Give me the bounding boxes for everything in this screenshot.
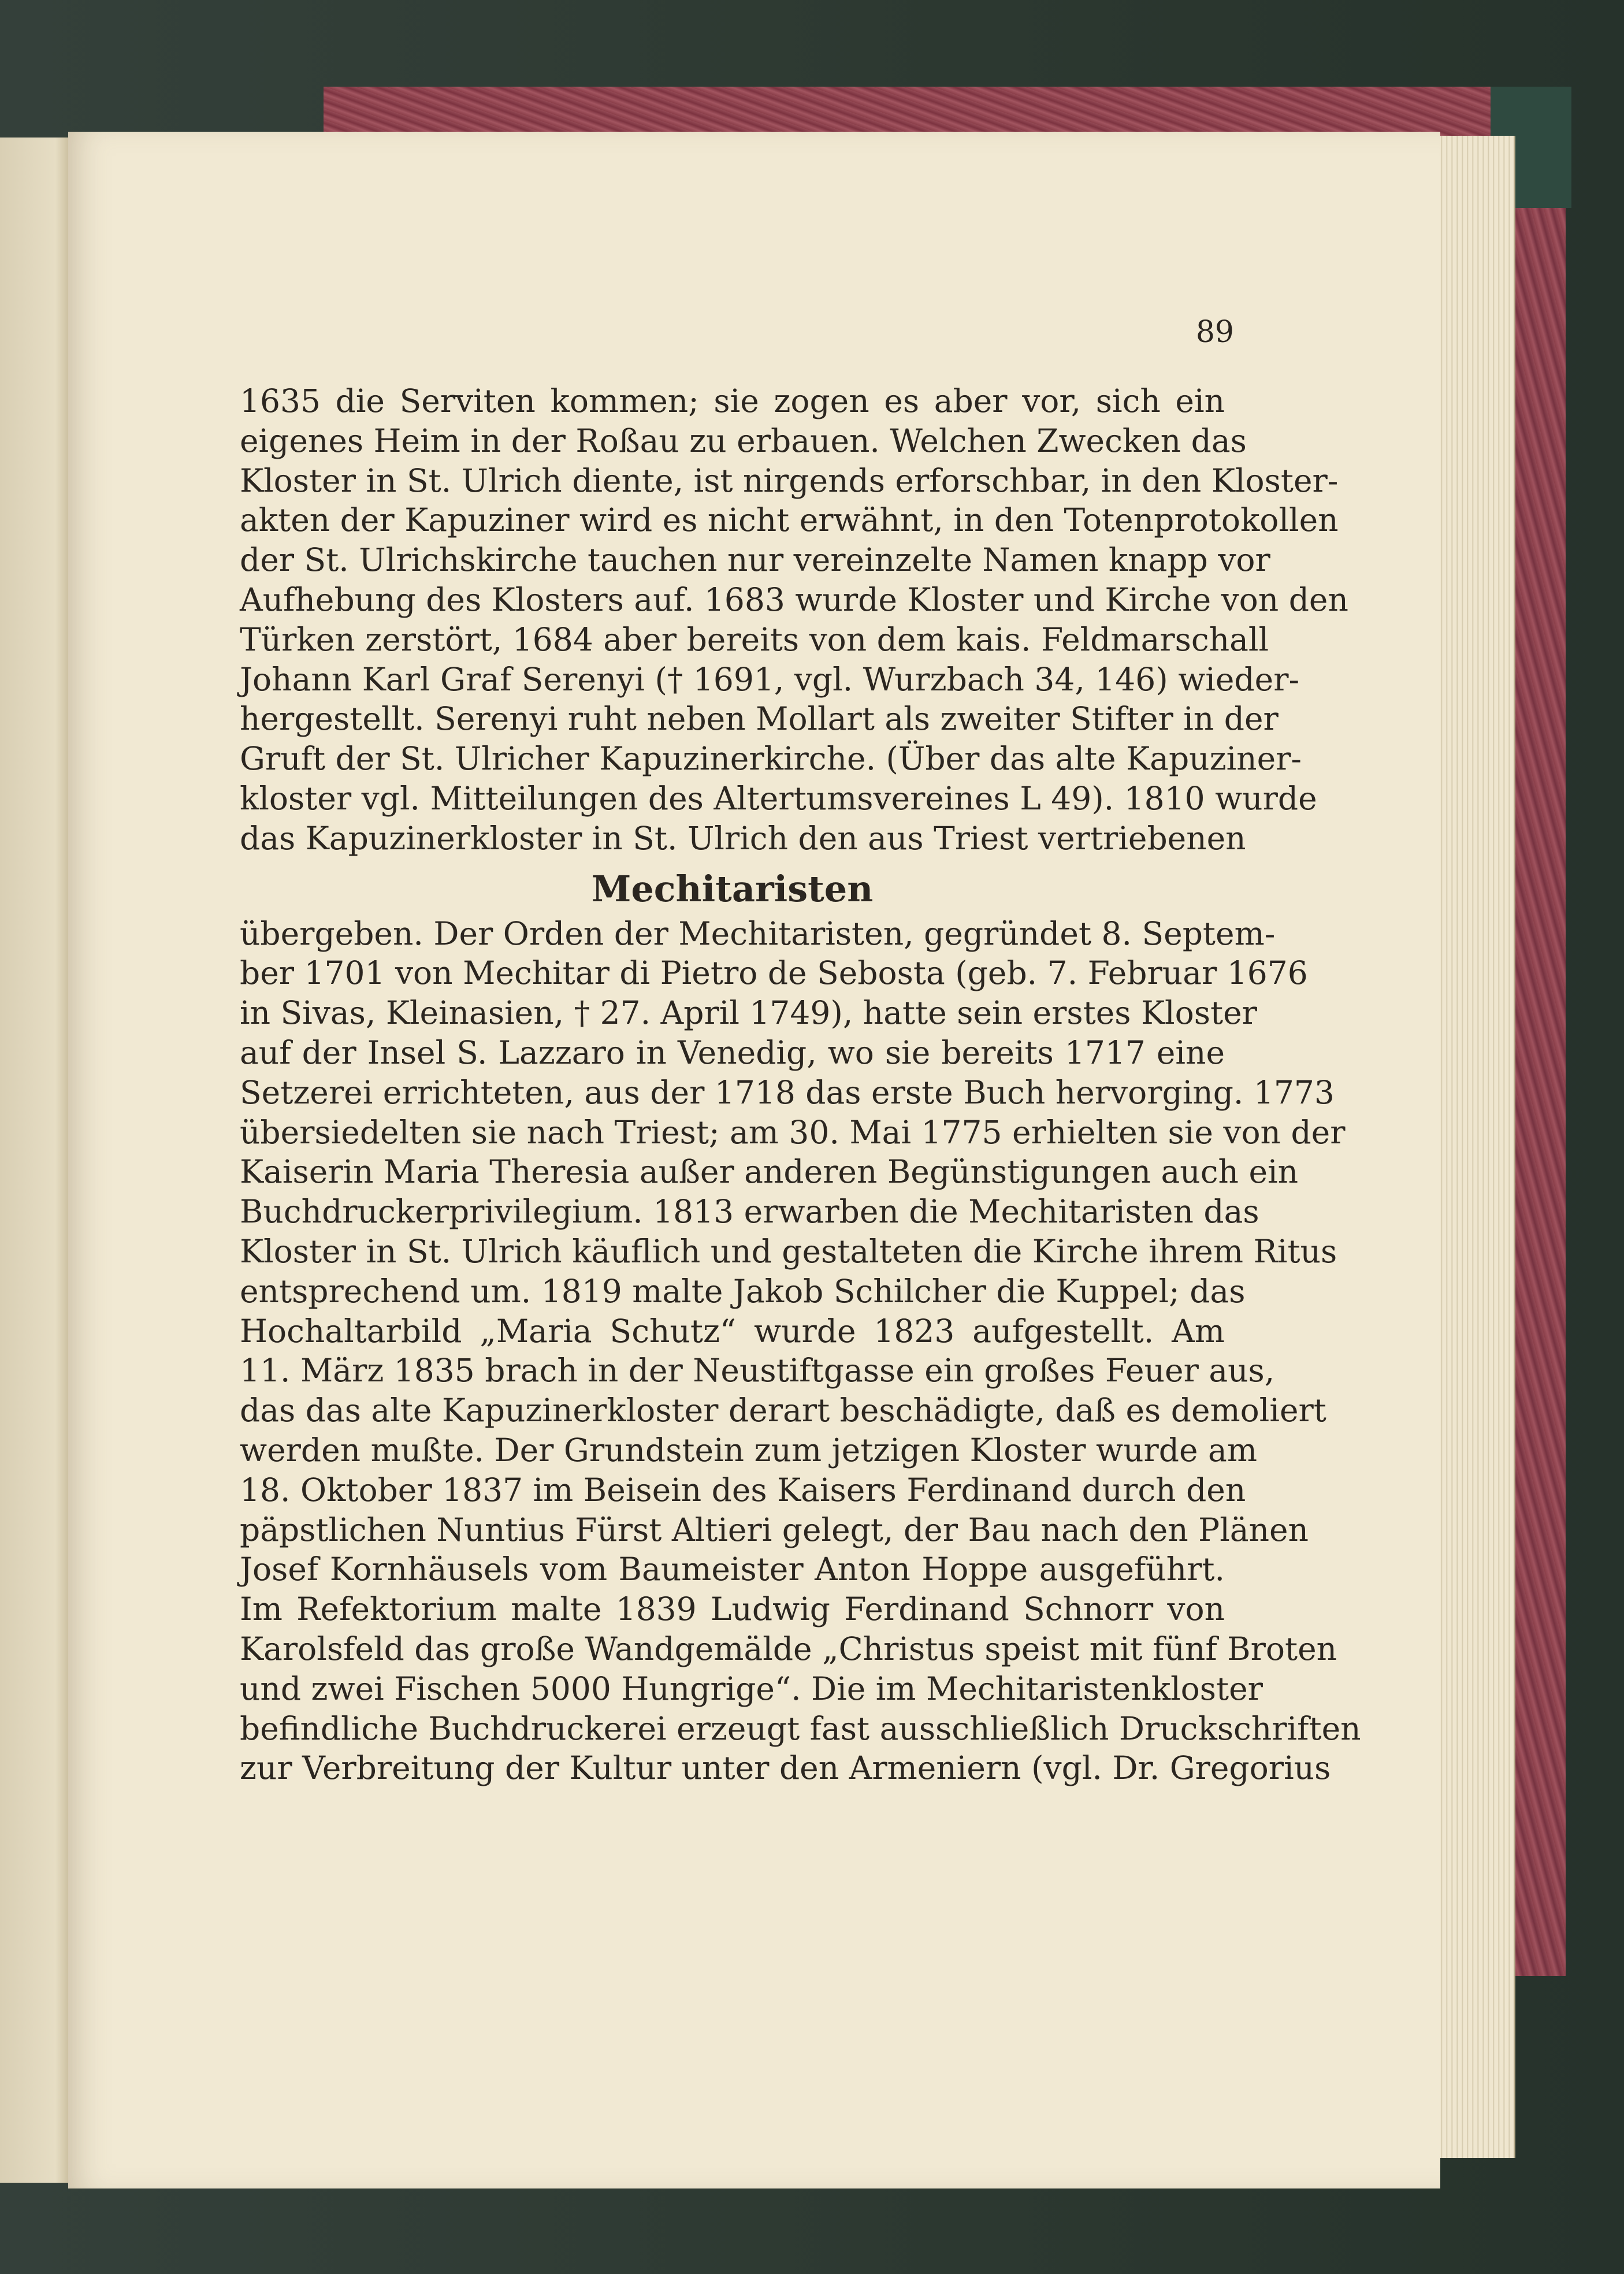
text-line: Türken zerstört, 1684 aber bereits von dem kais. Feldmarschall — [240, 620, 1269, 658]
text-line: der St. Ulrichskirche tauchen nur vereinzelte Namen knapp vor — [240, 541, 1270, 579]
paragraph-2 — [240, 914, 1361, 1789]
text-line: Buchdruckerprivilegium. 1813 erwarben die Mechitaristen das — [240, 1193, 1259, 1231]
text-line: Hochaltarbild „Maria Schutz“ wurde 1823 aufgestellt. Am — [240, 1312, 1225, 1350]
text-line: kloster vgl. Mitteilungen des Altertumsvereines L 49). 1810 wurde — [240, 779, 1317, 817]
text-line: 11. März 1835 brach in der Neustiftgasse ein großes Feuer aus, — [240, 1352, 1275, 1389]
text-line: Kloster in St. Ulrich diente, ist nirgends erforschbar, in den Kloster- — [240, 462, 1339, 499]
text-line: entsprechend um. 1819 malte Jakob Schilcher die Kuppel; das — [240, 1272, 1246, 1310]
section-heading: Mechitaristen — [591, 867, 874, 910]
text-line: Kaiserin Maria Theresia außer anderen Begünstigungen auch ein — [240, 1153, 1298, 1191]
text-line: hergestellt. Serenyi ruht neben Mollart als zweiter Stifter in der — [240, 700, 1279, 738]
text-line: akten der Kapuziner wird es nicht erwähnt, in den Totenprotokollen — [240, 501, 1339, 539]
text-line: päpstlichen Nuntius Fürst Altieri gelegt, der Bau nach den Plänen — [240, 1511, 1309, 1548]
text-line: Kloster in St. Ulrich käuflich und gestalteten die Kirche ihrem Ritus — [240, 1232, 1337, 1270]
text-line: Josef Kornhäusels vom Baumeister Anton Hoppe ausgeführt. — [240, 1551, 1225, 1588]
text-line: Im Refektorium malte 1839 Ludwig Ferdinand Schnorr von — [240, 1591, 1225, 1628]
previous-page-edge — [0, 138, 70, 2183]
text-line: das Kapuzinerkloster in St. Ulrich den aus Triest vertriebenen — [240, 819, 1246, 857]
text-line: ber 1701 von Mechitar di Pietro de Sebosta (geb. 7. Februar 1676 — [240, 954, 1308, 992]
text-line: Gruft der St. Ulricher Kapuzinerkirche. (Über das alte Kapuziner- — [240, 740, 1302, 778]
text-line: 18. Oktober 1837 im Beisein des Kaisers Ferdinand durch den — [240, 1471, 1246, 1508]
text-line: übergeben. Der Orden der Mechitaristen, gegründet 8. Septem- — [240, 915, 1276, 952]
text-line: und zwei Fischen 5000 Hungrige“. Die im Mechitaristenkloster — [240, 1670, 1263, 1707]
text-line: in Sivas, Kleinasien, † 27. April 1749), hatte sein erstes Kloster — [240, 994, 1257, 1032]
page-number: 89 — [1195, 315, 1234, 350]
text-line: werden mußte. Der Grundstein zum jetzigen Kloster wurde am — [240, 1431, 1257, 1469]
text-line: eigenes Heim in der Roßau zu erbauen. Welchen Zwecken das — [240, 422, 1247, 459]
text-line: befindliche Buchdruckerei erzeugt fast ausschließlich Druckschriften — [240, 1710, 1361, 1747]
text-line: Setzerei errichteten, aus der 1718 das erste Buch hervorging. 1773 — [240, 1073, 1335, 1111]
paragraph-1 — [240, 381, 1348, 859]
text-line: Aufhebung des Klosters auf. 1683 wurde Kloster und Kirche von den — [240, 581, 1348, 618]
text-line: übersiedelten sie nach Triest; am 30. Mai 1775 erhielten sie von der — [240, 1113, 1346, 1151]
text-line: das das alte Kapuzinerkloster derart beschädigte, daß es demoliert — [240, 1392, 1326, 1429]
text-line: auf der Insel S. Lazzaro in Venedig, wo sie bereits 1717 eine — [240, 1034, 1225, 1071]
text-line: zur Verbreitung der Kultur unter den Armeniern (vgl. Dr. Gregorius — [240, 1749, 1331, 1787]
text-line: Karolsfeld das große Wandgemälde „Christus speist mit fünf Broten — [240, 1630, 1337, 1667]
text-line: 1635 die Serviten kommen; sie zogen es aber vor, sich ein — [240, 382, 1225, 419]
page-text — [240, 381, 1361, 1788]
text-line: Johann Karl Graf Serenyi († 1691, vgl. Wurzbach 34, 146) wieder- — [240, 660, 1300, 698]
